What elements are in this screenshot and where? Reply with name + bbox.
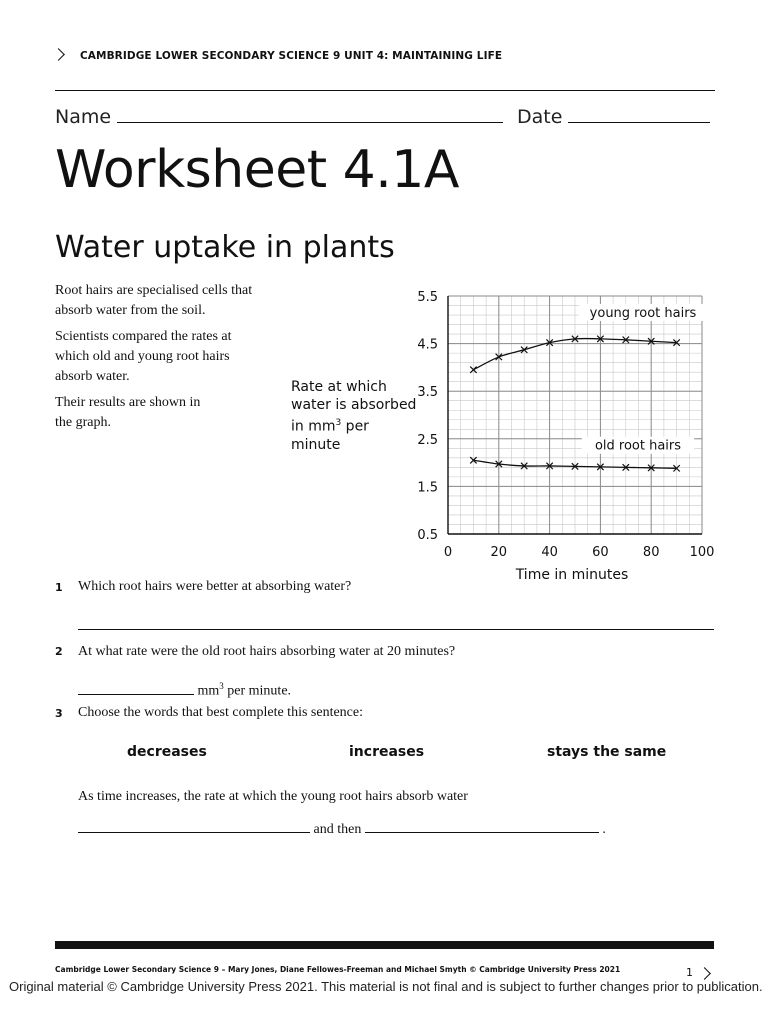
choice-stays-the-same: stays the same <box>547 744 667 760</box>
chart-tick-labels <box>417 290 714 560</box>
date-row <box>517 104 710 128</box>
footer-credit: Cambridge Lower Secondary Science 9 – Mary Jones, Diane Fellowes-Freeman and Michael Smyth © Cambridge University Press 2021 <box>55 965 621 974</box>
header-rule <box>55 90 715 91</box>
chart-series-labels <box>579 304 707 454</box>
chart-x-tick-label: 20 <box>490 545 508 560</box>
chart-x-tick-label: 40 <box>541 545 558 560</box>
intro-p3: Their results are shown in the graph. <box>55 395 201 430</box>
chart-y-tick-label: 3.5 <box>417 385 438 401</box>
chart-y-tick-label: 1.5 <box>417 480 438 496</box>
chart-x-tick-label: 100 <box>689 545 715 560</box>
intro-text <box>55 281 295 433</box>
date-label: Date <box>517 106 563 128</box>
chevron-right-icon <box>698 967 711 980</box>
q3-number: 3 <box>55 707 63 720</box>
name-label: Name <box>55 106 112 128</box>
young-root-hairs-label: young root hairs <box>589 305 697 321</box>
chart-y-tick-label: 4.5 <box>417 337 438 353</box>
chart-y-tick-label: 5.5 <box>417 290 438 305</box>
q2-number: 2 <box>55 645 63 658</box>
q1-text: Which root hairs were better at absorbing water? <box>78 579 352 594</box>
q3-sentence: As time increases, the rate at which the young root hairs absorb water <box>78 789 468 804</box>
q1-answer-line[interactable] <box>78 629 714 630</box>
q3-answer-field-1[interactable] <box>78 816 310 833</box>
page-number: 1 <box>686 966 693 979</box>
original-material-notice: Original material © Cambridge University Press 2021. This material is not final and is subject to further changes prior to publication. <box>9 979 763 994</box>
intro-p2: Scientists compared the rates at which old and young root hairs absorb water. <box>55 329 232 384</box>
chart-x-tick-label: 80 <box>642 545 660 560</box>
footer-bar <box>55 941 714 949</box>
q3-answer-field-2[interactable] <box>365 816 599 833</box>
chart-y-label: Rate at which water is absorbed in $mm^3$ per minute <box>291 379 417 453</box>
q2-answer-row: $mm^3$ per minute. <box>78 676 291 702</box>
q2-answer-field[interactable] <box>78 678 194 695</box>
name-field[interactable] <box>117 104 503 123</box>
chart-y-tick-label: 0.5 <box>417 528 438 543</box>
chart-y-tick-label: 2.5 <box>417 432 438 448</box>
chart-x-tick-label: 60 <box>592 545 609 560</box>
name-row <box>55 104 503 128</box>
page-title: Worksheet 4.1A <box>55 140 459 200</box>
q1-number: 1 <box>55 581 63 594</box>
chart-minor-grid <box>448 296 702 534</box>
chart-x-tick-label: 0 <box>443 545 453 560</box>
date-field[interactable] <box>568 104 710 123</box>
header-text: CAMBRIDGE LOWER SECONDARY SCIENCE 9 UNIT 4: MAINTAINING LIFE <box>80 50 503 62</box>
intro-p1: Root hairs are specialised cells that absorb water from the soil. <box>55 283 253 318</box>
chart-x-label: Time in minutes <box>515 567 629 583</box>
old-root-hairs-label: old root hairs <box>594 438 682 454</box>
q2-text: At what rate were the old root hairs absorbing water at 20 minutes? <box>78 644 456 659</box>
choice-increases: increases <box>349 744 425 760</box>
water-uptake-chart <box>400 282 720 587</box>
q3-answer-row: and then . <box>78 816 606 840</box>
q3-text: Choose the words that best complete this sentence: <box>78 705 363 720</box>
page-subtitle: Water uptake in plants <box>55 230 395 265</box>
choice-decreases: decreases <box>127 744 207 760</box>
chevron-right-icon <box>52 48 65 61</box>
